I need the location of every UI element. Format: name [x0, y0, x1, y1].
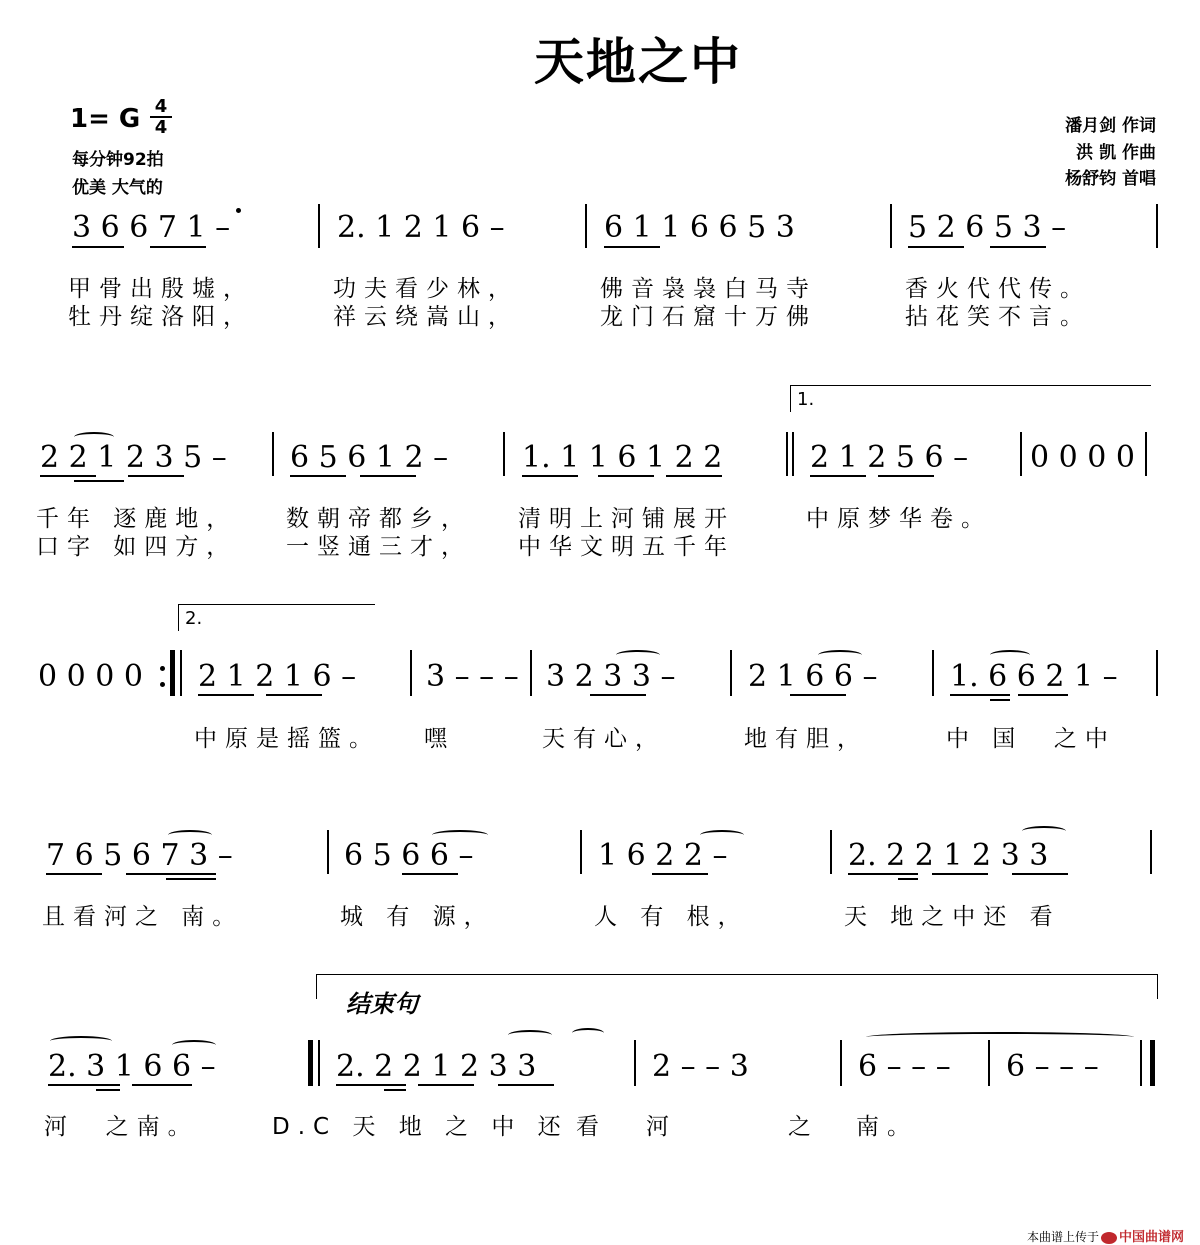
beam-line	[72, 246, 124, 248]
beam-line	[810, 475, 866, 477]
measure-2-4: 2 1 2 5 6 –	[810, 440, 969, 475]
measure-4-1: 7 6 5 6 7 3 –	[46, 838, 233, 873]
lyrics-3-1: 千年 逐鹿地，	[36, 506, 238, 532]
lyrics-6-2: 城 有 源，	[340, 904, 495, 930]
barline	[503, 432, 505, 476]
tie-arc	[50, 1036, 112, 1046]
composer-credit: 洪 凯 作曲	[1076, 143, 1156, 163]
barline	[410, 650, 412, 696]
beam-line	[652, 873, 708, 875]
barline	[318, 1040, 320, 1086]
time-signature-top: 4	[154, 96, 168, 117]
beam-line	[126, 873, 216, 875]
lyrics-5-4: 地有胆，	[744, 726, 868, 752]
tie-arc	[172, 1040, 216, 1050]
lyrics-4-3: 中华文明五千年	[518, 534, 735, 560]
beam-line	[198, 694, 254, 696]
tie-arc	[432, 830, 488, 840]
coda-bracket	[316, 974, 1158, 999]
barline	[1150, 830, 1152, 874]
footer-text: 本曲谱上传于	[1026, 1230, 1099, 1244]
beam-line	[898, 878, 918, 880]
lyrics-3-4: 中原梦华卷。	[806, 506, 992, 532]
measure-3-1: 0 0 0 0	[38, 659, 143, 694]
measure-1-2: 2. 1 2 1 6 –	[337, 210, 505, 245]
barline	[792, 432, 794, 476]
beam-line	[590, 694, 646, 696]
lyrics-2-2: 祥云绕嵩山，	[333, 304, 519, 330]
lyrics-5-2: 嘿	[424, 726, 455, 752]
lyrics-5-1: 中原是摇篮。	[194, 726, 380, 752]
lyrics-2-3: 龙门石窟十万佛	[600, 304, 817, 330]
footer-credit	[1019, 1212, 1184, 1245]
lyrics-7-5: 之	[788, 1114, 819, 1140]
lyrics-2-4: 拈花笑不言。	[905, 304, 1091, 330]
beam-line	[848, 873, 918, 875]
time-signature-bottom: 4	[154, 117, 168, 138]
measure-2-2: 6 5 6 1 2 –	[290, 440, 449, 475]
beam-line	[46, 873, 102, 875]
barline	[180, 650, 182, 696]
lyrics-1-1: 甲骨出殷墟，	[68, 276, 254, 302]
lyrics-4-2: 一竖通三才，	[286, 534, 472, 560]
beam-line	[932, 873, 988, 875]
beam-line	[266, 694, 322, 696]
beam-line	[990, 246, 1046, 248]
tie-arc	[1022, 826, 1066, 836]
time-signature	[150, 98, 172, 136]
measure-1-1: 3 6 6 7 1 –	[72, 210, 231, 245]
beam-line	[878, 475, 934, 477]
beam-line	[96, 1089, 120, 1091]
beam-line	[418, 1084, 474, 1086]
barline	[932, 650, 934, 696]
beam-line	[166, 878, 216, 880]
lyrics-1-3: 佛音袅袅白马寺	[600, 276, 817, 302]
lyrics-5-3: 天有心，	[542, 726, 666, 752]
key-signature: 1= G	[70, 104, 141, 134]
beam-line	[290, 475, 346, 477]
measure-3-5: 2 1 6 6 –	[748, 659, 878, 694]
second-ending-label: 2.	[185, 608, 203, 629]
beam-line	[132, 1084, 192, 1086]
site-logo-text: 中国曲谱网	[1118, 1230, 1184, 1245]
tie-arc	[168, 830, 212, 840]
second-ending-bracket	[178, 604, 375, 631]
measure-5-5: 6 – – –	[1006, 1049, 1099, 1084]
repeat-dot	[160, 666, 165, 671]
measure-1-4: 5 2 6 5 3 –	[908, 210, 1067, 245]
barline	[272, 432, 274, 476]
measure-5-3: 2 – – 3	[652, 1049, 749, 1084]
beam-line	[990, 699, 1010, 701]
lyrics-7-4: 河	[646, 1114, 677, 1140]
measure-2-3: 1. 1 1 6 1 2 2	[522, 440, 723, 475]
lyrics-7-2: D.C 天 地 之 中 还	[272, 1114, 569, 1140]
lyricist-credit: 潘月剑 作词	[1065, 116, 1156, 136]
beam-line	[950, 694, 1010, 696]
expression-mark: 优美 大气的	[72, 178, 163, 198]
beam-line	[598, 475, 654, 477]
barline	[786, 432, 788, 476]
measure-5-4: 6 – – –	[858, 1049, 951, 1084]
repeat-dot	[160, 682, 165, 687]
beam-line	[1018, 694, 1068, 696]
first-ending-label: 1.	[797, 389, 815, 410]
beam-line	[150, 246, 206, 248]
singer-credit: 杨舒钧 首唱	[1065, 169, 1156, 189]
lyrics-6-1: 且看河之 南。	[42, 904, 244, 930]
final-barline	[1150, 1040, 1155, 1086]
beam-line	[1012, 873, 1068, 875]
octave-dot	[236, 208, 241, 213]
lyrics-6-4: 天 地之中还 看	[844, 904, 1061, 930]
barline	[1020, 432, 1022, 476]
tempo: 每分钟92拍	[72, 150, 164, 170]
barline	[730, 650, 732, 696]
barline	[890, 204, 892, 248]
barline	[1156, 204, 1158, 248]
measure-4-2: 6 5 6 6 –	[344, 838, 474, 873]
barline	[318, 204, 320, 248]
song-title: 天地之中	[534, 33, 742, 91]
section-barline	[308, 1040, 313, 1086]
beam-line	[384, 1089, 406, 1091]
beam-line	[908, 246, 964, 248]
measure-4-3: 1 6 2 2 –	[598, 838, 728, 873]
barline	[1156, 650, 1158, 696]
tie-arc	[572, 1028, 604, 1038]
measure-4-4: 2. 2 2 1 2 3 3	[848, 838, 1049, 873]
beam-line	[402, 873, 458, 875]
tie-arc	[74, 432, 114, 442]
beam-line	[790, 694, 846, 696]
lyrics-7-6: 南。	[856, 1114, 918, 1140]
beam-line	[666, 475, 722, 477]
measure-2-5: 0 0 0 0	[1030, 440, 1135, 475]
barline	[585, 204, 587, 248]
tie-arc	[818, 650, 862, 660]
measure-3-4: 3 2 3 3 –	[546, 659, 676, 694]
beam-line	[604, 246, 660, 248]
beam-line	[40, 475, 96, 477]
beam-line	[74, 480, 124, 482]
beam-line	[498, 1084, 554, 1086]
beam-line	[336, 1084, 406, 1086]
beam-line	[522, 475, 578, 477]
lyrics-7-3: 看	[576, 1114, 607, 1140]
lyrics-3-2: 数朝帝都乡，	[286, 506, 472, 532]
barline	[840, 1040, 842, 1086]
measure-3-2: 2 1 2 1 6 –	[198, 659, 357, 694]
barline	[1145, 432, 1147, 476]
lyrics-1-4: 香火代代传。	[905, 276, 1091, 302]
barline	[830, 830, 832, 874]
barline	[1140, 1040, 1142, 1086]
lyrics-5-5: 中 国 之中	[946, 726, 1116, 752]
measure-3-3: 3 – – –	[426, 659, 519, 694]
barline	[634, 1040, 636, 1086]
barline	[530, 650, 532, 696]
tie-arc	[508, 1030, 552, 1040]
lyrics-3-3: 清明上河铺展开	[518, 506, 735, 532]
barline	[580, 830, 582, 874]
lyrics-7-1: 河 之南。	[44, 1114, 199, 1140]
lyrics-1-2: 功夫看少林，	[333, 276, 519, 302]
barline	[988, 1040, 990, 1086]
measure-2-1: 2 2 1 2 3 5 –	[40, 440, 227, 475]
lyrics-6-3: 人 有 根，	[594, 904, 749, 930]
measure-5-1: 2. 3 1 6 6 –	[48, 1049, 216, 1084]
beam-line	[360, 475, 416, 477]
repeat-barline	[170, 650, 175, 696]
measure-3-6: 1. 6 6 2 1 –	[950, 659, 1118, 694]
tie-arc	[990, 650, 1030, 660]
lyrics-2-1: 牡丹绽洛阳，	[68, 304, 254, 330]
measure-5-2: 2. 2 2 1 2 3 3	[336, 1049, 537, 1084]
measure-1-3: 6 1 1 6 6 5 3	[604, 210, 795, 245]
tie-arc	[700, 830, 744, 840]
tie-arc	[866, 1032, 1134, 1042]
beam-line	[128, 475, 184, 477]
coda-label: 结束句	[346, 990, 418, 1018]
beam-line	[48, 1084, 120, 1086]
barline	[327, 830, 329, 874]
first-ending-bracket	[790, 385, 1151, 412]
tie-arc	[616, 650, 660, 660]
lyrics-4-1: 口字 如四方，	[36, 534, 238, 560]
